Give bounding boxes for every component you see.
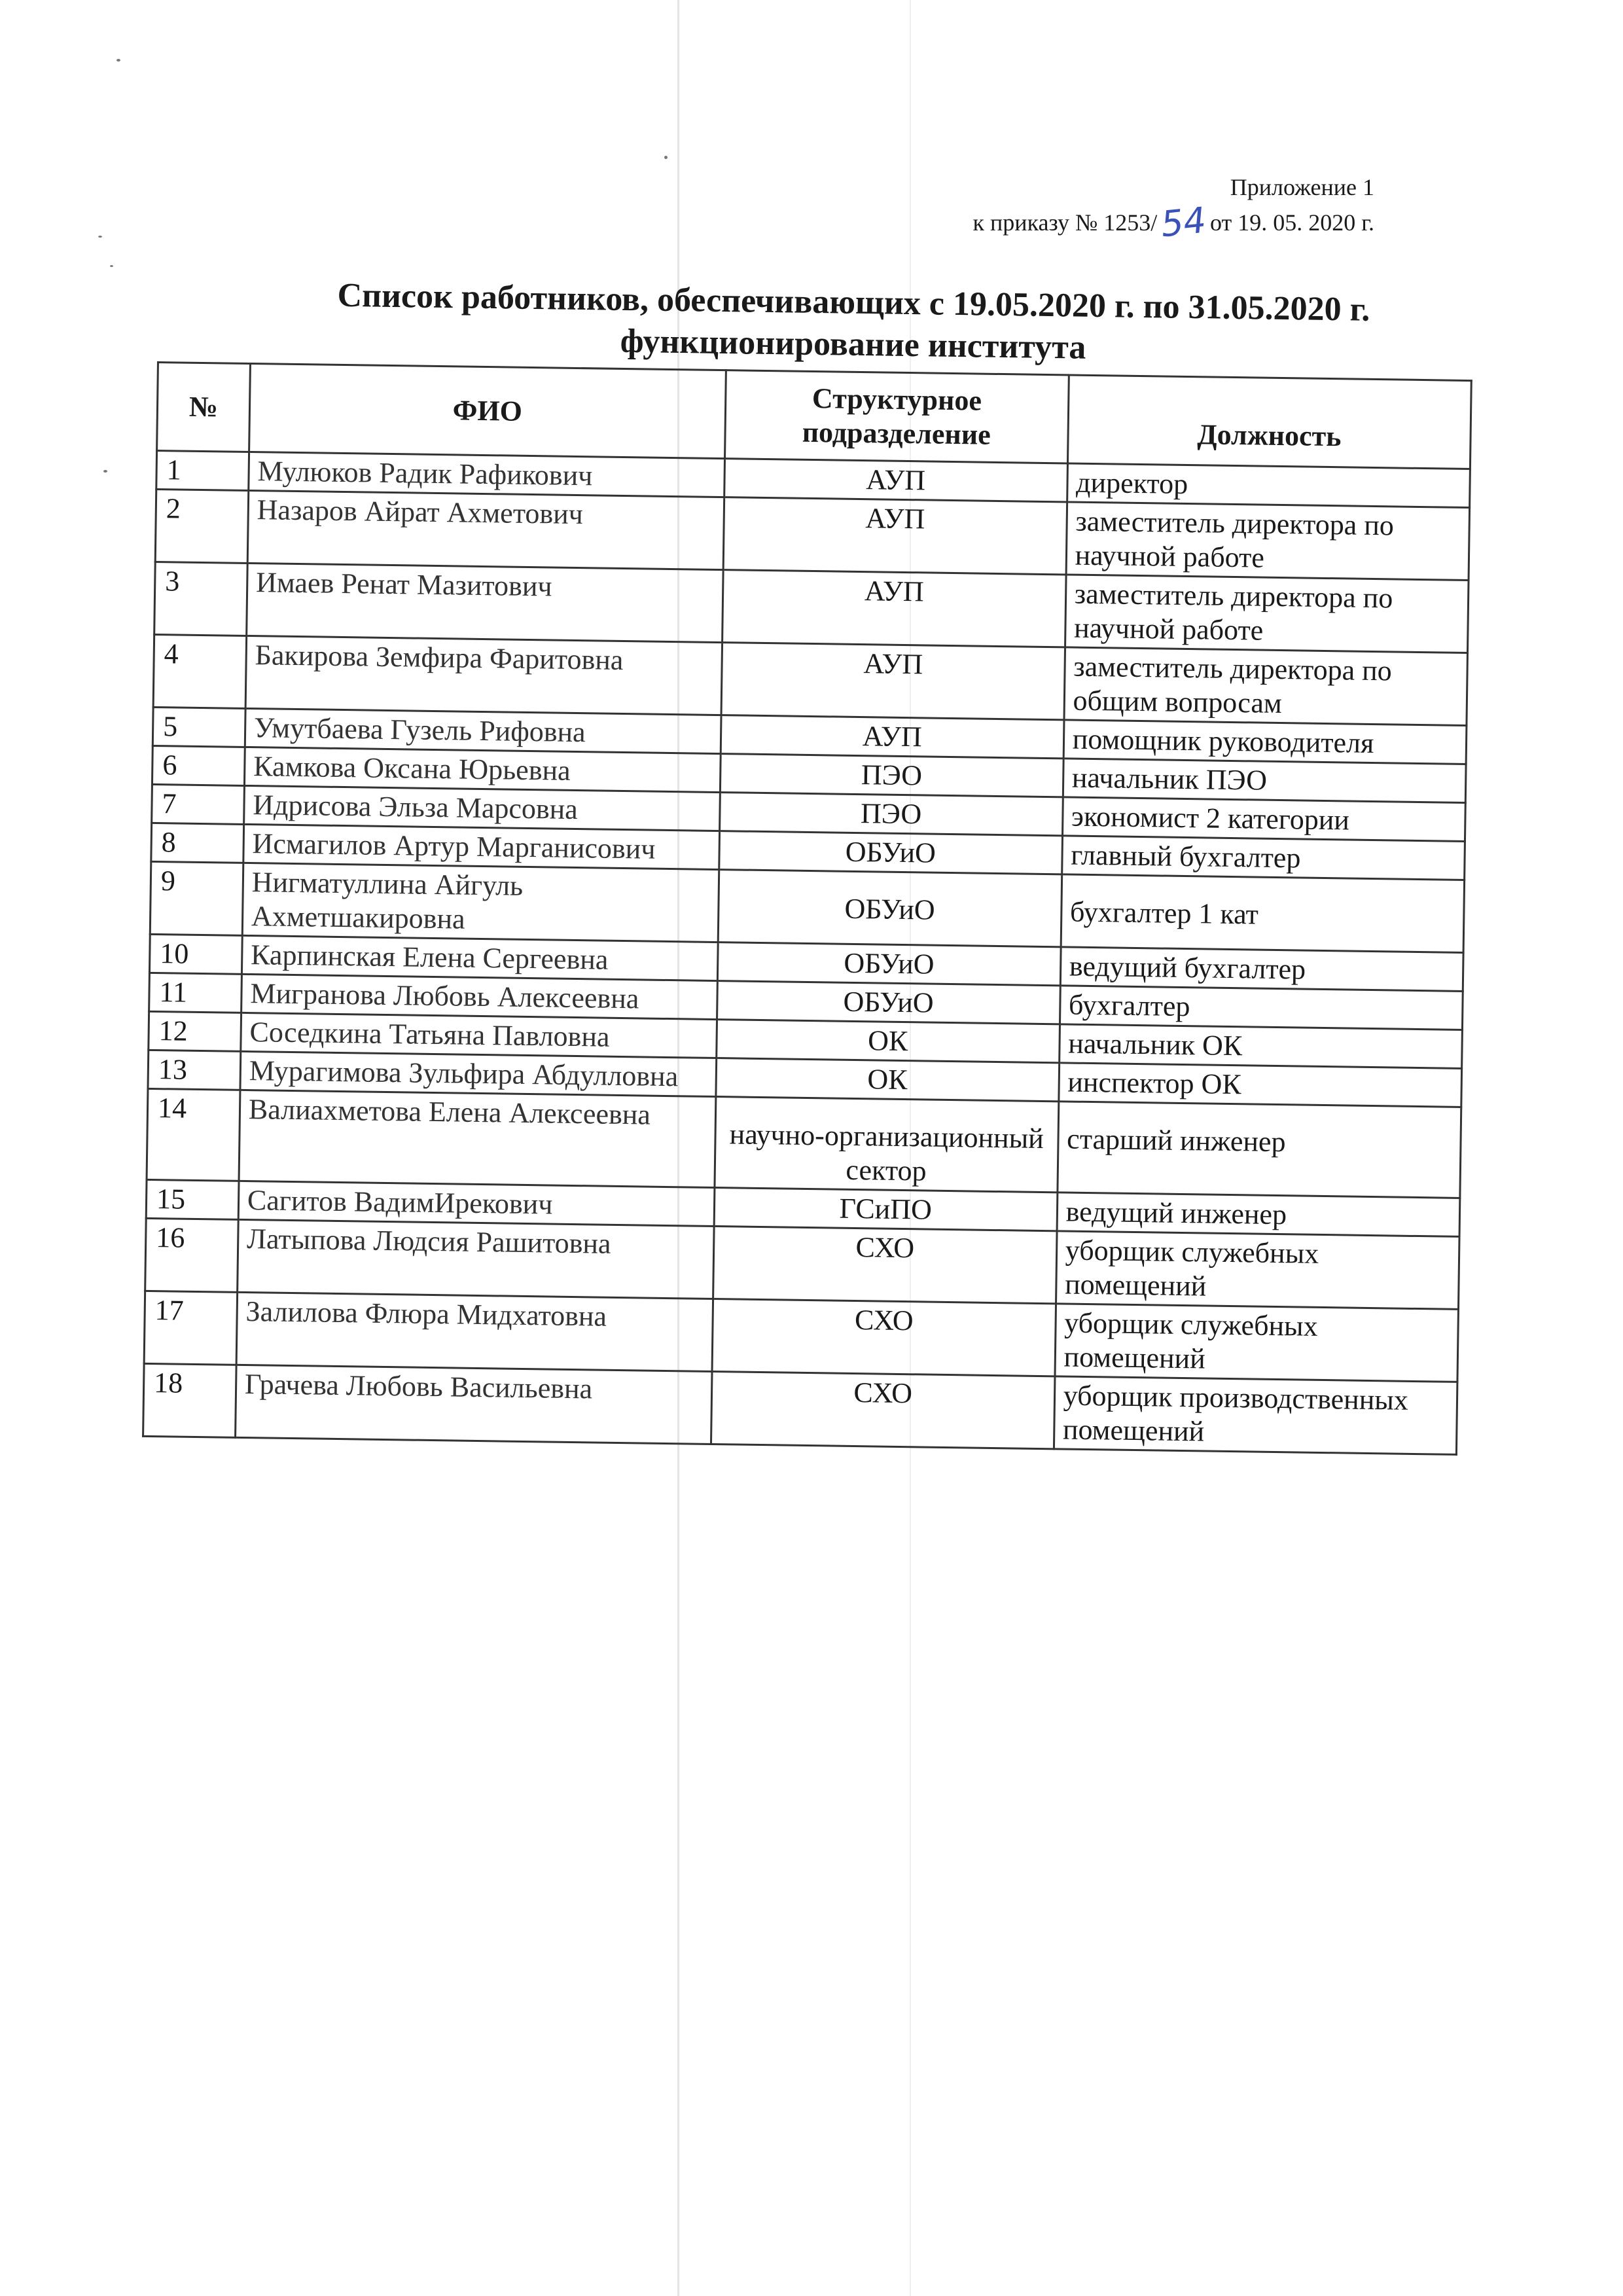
employee-position: заместитель директора по научной работе <box>1066 502 1470 581</box>
row-number: 12 <box>149 1011 241 1051</box>
employee-position: заместитель директора по научной работе <box>1065 575 1469 653</box>
annex-label: Приложение 1 <box>1230 174 1374 200</box>
employee-position: уборщик служебных помещений <box>1056 1231 1459 1310</box>
employee-position: заместитель директора по общим вопросам <box>1064 647 1468 726</box>
employee-unit: АУП <box>723 497 1067 575</box>
employee-position: бухгалтер <box>1060 986 1463 1030</box>
employee-name: Залилова Флюра Мидхатовна <box>236 1292 713 1371</box>
table-row <box>147 1088 1461 1198</box>
employee-table <box>142 361 1472 1456</box>
employee-position: помощник руководителя <box>1063 720 1467 764</box>
employee-position: начальник ПЭО <box>1063 759 1466 803</box>
employee-unit: ГСиПО <box>714 1188 1058 1231</box>
employee-unit: АУП <box>721 643 1065 720</box>
employee-unit: АУП <box>721 715 1064 759</box>
employee-unit: ОБУиО <box>719 831 1062 874</box>
employee-unit: научно-организационный сектор <box>715 1097 1059 1193</box>
row-number: 3 <box>154 562 247 636</box>
header-position: Должность <box>1067 375 1471 469</box>
document-title <box>254 274 1453 374</box>
employee-name: Идрисова Эльза Марсовна <box>244 785 721 831</box>
employee-position: уборщик служебных помещений <box>1055 1304 1459 1382</box>
employee-unit: ОК <box>716 1020 1060 1063</box>
employee-name: Умутбаева Гузель Рифовна <box>245 708 721 753</box>
title-line-2: функционирование института <box>620 322 1086 367</box>
row-number: 2 <box>155 490 248 564</box>
employee-unit: ОБУиО <box>717 981 1060 1024</box>
employee-position: директор <box>1067 463 1470 508</box>
employee-name: Исмагилов Артур Марганисович <box>243 824 720 869</box>
employee-name: Карпинская Елена Сергеевна <box>241 935 718 980</box>
order-date: от 19. 05. 2020 г. <box>1210 209 1374 236</box>
employee-name: Камкова Оксана Юрьевна <box>244 747 721 792</box>
scan-speck <box>116 59 120 62</box>
employee-unit: АУП <box>722 570 1066 647</box>
employee-unit: ОБУиО <box>718 870 1062 947</box>
employee-position: главный бухгалтер <box>1061 836 1465 880</box>
employee-unit: АУП <box>724 459 1067 502</box>
employee-name: Нигматуллина Айгуль Ахметшакировна <box>242 863 719 942</box>
employee-name: Бакирова Земфира Фаритовна <box>245 636 722 715</box>
row-number: 4 <box>153 634 246 708</box>
employee-name: Мулюков Радик Рафикович <box>249 452 725 497</box>
row-number: 6 <box>152 745 245 785</box>
employee-unit: СХО <box>711 1371 1055 1448</box>
row-number: 16 <box>145 1218 238 1292</box>
employee-unit: ОК <box>716 1058 1060 1102</box>
order-reference <box>972 199 1374 245</box>
employee-name: Мурагимова Зульфира Абдулловна <box>240 1051 717 1096</box>
row-number: 14 <box>147 1088 240 1181</box>
employee-unit: СХО <box>712 1299 1056 1376</box>
employee-name: Сагитов ВадимИрекович <box>238 1181 715 1226</box>
row-number: 11 <box>149 973 242 1013</box>
scan-speck <box>110 265 113 267</box>
row-number: 1 <box>156 451 249 491</box>
employee-name: Латыпова Людсия Рашитовна <box>238 1219 714 1299</box>
employee-position: начальник ОК <box>1059 1024 1462 1069</box>
scan-speck <box>664 156 668 159</box>
employee-unit: СХО <box>713 1227 1057 1304</box>
row-number: 9 <box>150 861 243 935</box>
header-unit: Структурное подразделение <box>724 370 1069 463</box>
employee-unit: ПЭО <box>719 793 1063 836</box>
row-number: 18 <box>143 1363 236 1437</box>
row-number: 7 <box>152 784 245 824</box>
row-number: 13 <box>148 1050 241 1090</box>
employee-position: экономист 2 категории <box>1062 797 1465 842</box>
scan-speck <box>103 470 107 473</box>
employee-name: Имаев Ренат Мазитович <box>247 563 723 642</box>
row-number: 5 <box>152 707 245 747</box>
employee-position: старший инженер <box>1058 1102 1461 1198</box>
order-prefix: к приказу № 1253/ <box>972 209 1158 236</box>
title-line-1: Список работников, обеспечивающих с 19.05.2020 г. по 31.05.2020 г. <box>337 276 1370 329</box>
employee-position: ведущий бухгалтер <box>1060 947 1463 992</box>
employee-position: бухгалтер 1 кат <box>1061 874 1465 953</box>
row-number: 15 <box>146 1179 239 1219</box>
employee-name: Валиахметова Елена Алексеевна <box>239 1090 716 1187</box>
row-number: 10 <box>149 934 242 974</box>
employee-name: Соседкина Татьяна Павловна <box>241 1013 717 1058</box>
header-number: № <box>157 363 251 452</box>
employee-position: ведущий инженер <box>1057 1193 1460 1237</box>
employee-position: уборщик производственных помещений <box>1054 1376 1457 1455</box>
row-number: 8 <box>151 823 244 863</box>
employee-name: Назаров Айрат Ахметович <box>247 490 724 569</box>
header-name: ФИО <box>249 363 726 458</box>
employee-unit: ОБУиО <box>717 942 1061 986</box>
employee-name: Мигранова Любовь Алексеевна <box>241 974 718 1019</box>
annex-reference <box>972 171 1374 245</box>
row-number: 17 <box>144 1291 237 1365</box>
employee-unit: ПЭО <box>720 754 1063 797</box>
employee-name: Грачева Любовь Васильевна <box>235 1365 711 1444</box>
handwritten-order-number: 54 <box>1159 199 1209 245</box>
scan-speck <box>98 236 102 238</box>
employee-position: инспектор ОК <box>1059 1063 1462 1107</box>
